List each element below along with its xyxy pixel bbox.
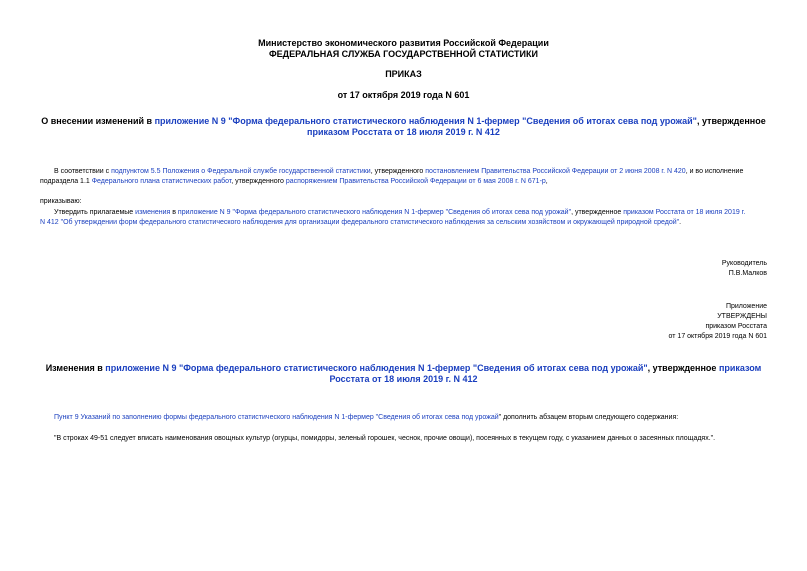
changes-title: [40, 363, 767, 385]
appendix-approved: УТВЕРЖДЕНЫ: [717, 313, 767, 320]
changes-link-form[interactable]: Сведения об итогах сева под урожай: [378, 414, 499, 421]
title-link-order[interactable]: приказом Росстата от 18 июля 2019 г. N 412: [307, 127, 500, 137]
order-word: приказываю:: [40, 198, 82, 205]
title-prefix: О внесении изменений в: [41, 116, 155, 126]
changes-title-link-order-a[interactable]: приказом: [718, 363, 762, 373]
preamble-text-1: В соответствии с: [54, 168, 112, 175]
changes-quote: "В строках 49-51 следует вписать наименования овощных культур (огурцы, помидоры, зеленый горошек, чеснок, прочие овощи), посеянных в текущем году, с указанием данных о засеянных площадях.".: [54, 435, 716, 442]
changes-title-prefix: Изменения в: [45, 363, 106, 373]
changes-title-link-order-b[interactable]: Росстата от 18 июля 2019 г. N 412: [329, 374, 478, 384]
order-link-order-title[interactable]: N 412 "Об утверждении форм федерального статистического наблюдения для организации федерального статистического наблюдения за сельским хозяйством и окружающей природной средой": [40, 219, 680, 226]
signature-name: П.В.Малков: [728, 270, 767, 277]
title-middle: , утвержденное: [696, 116, 766, 126]
appendix-label: Приложение: [725, 303, 767, 310]
order-text-2: в: [170, 209, 178, 216]
signature-role: Руководитель: [721, 260, 767, 267]
appendix-date: от 17 октября 2019 года N 601: [668, 333, 767, 340]
order-link-order[interactable]: приказом Росстата от 18 июля 2019 г.: [623, 209, 746, 216]
order-link-changes[interactable]: изменения: [135, 209, 171, 216]
preamble-link-plan[interactable]: Федерального плана статистических работ: [91, 178, 232, 185]
order-text-1: Утвердить прилагаемые: [54, 209, 136, 216]
doc-date: от 17 октября 2019 года N 601: [337, 90, 470, 100]
order-paragraph: [40, 208, 770, 228]
changes-link-clause[interactable]: Пункт 9 Указаний по заполнению формы федерального статистического наблюдения N 1-фермер ": [54, 414, 379, 421]
preamble-text-4: подраздела 1.1: [40, 178, 92, 185]
preamble-link-decree[interactable]: постановлением Правительства Российской Федерации от 2 июня 2008 г. N 420: [425, 168, 686, 175]
changes-title-middle: , утвержденное: [647, 363, 719, 373]
changes-title-link-appendix[interactable]: приложение N 9 "Форма федерального статистического наблюдения N 1-фермер "Сведения об итогах сева под урожай": [105, 363, 648, 373]
appendix-by: приказом Росстата: [705, 323, 767, 330]
preamble-text-2: , утвержденного: [370, 168, 426, 175]
preamble-text-5: , утвержденного: [231, 178, 286, 185]
changes-paragraph: [54, 413, 770, 423]
order-link-appendix[interactable]: приложение N 9 "Форма федерального статистического наблюдения N 1-фермер "Сведения об итогах сева под урожай": [177, 209, 572, 216]
service-name: ФЕДЕРАЛЬНАЯ СЛУЖБА ГОСУДАРСТВЕННОЙ СТАТИСТИКИ: [269, 49, 538, 59]
ministry-name: Министерство экономического развития Российской Федерации: [258, 38, 549, 48]
order-text-3: , утвержденное: [571, 209, 624, 216]
preamble-link-order[interactable]: распоряжением Правительства Российской Федерации от 6 мая 2008 г. N 671-р: [285, 178, 546, 185]
changes-text: " дополнить абзацем вторым следующего содержания:: [498, 414, 679, 421]
preamble-paragraph: [40, 167, 770, 187]
preamble-text-6: ,: [545, 178, 548, 185]
order-text-4: .: [679, 219, 682, 226]
preamble-link-subclause[interactable]: подпунктом 5.5 Положения о Федеральной службе государственной статистики: [111, 168, 371, 175]
doc-type: ПРИКАЗ: [385, 69, 422, 79]
preamble-text-3: , и во исполнение: [685, 168, 744, 175]
document-title: [40, 116, 767, 138]
title-link-appendix[interactable]: приложение N 9 "Форма федерального статистического наблюдения N 1-фермер "Сведения об итогах сева под урожай": [154, 116, 697, 126]
